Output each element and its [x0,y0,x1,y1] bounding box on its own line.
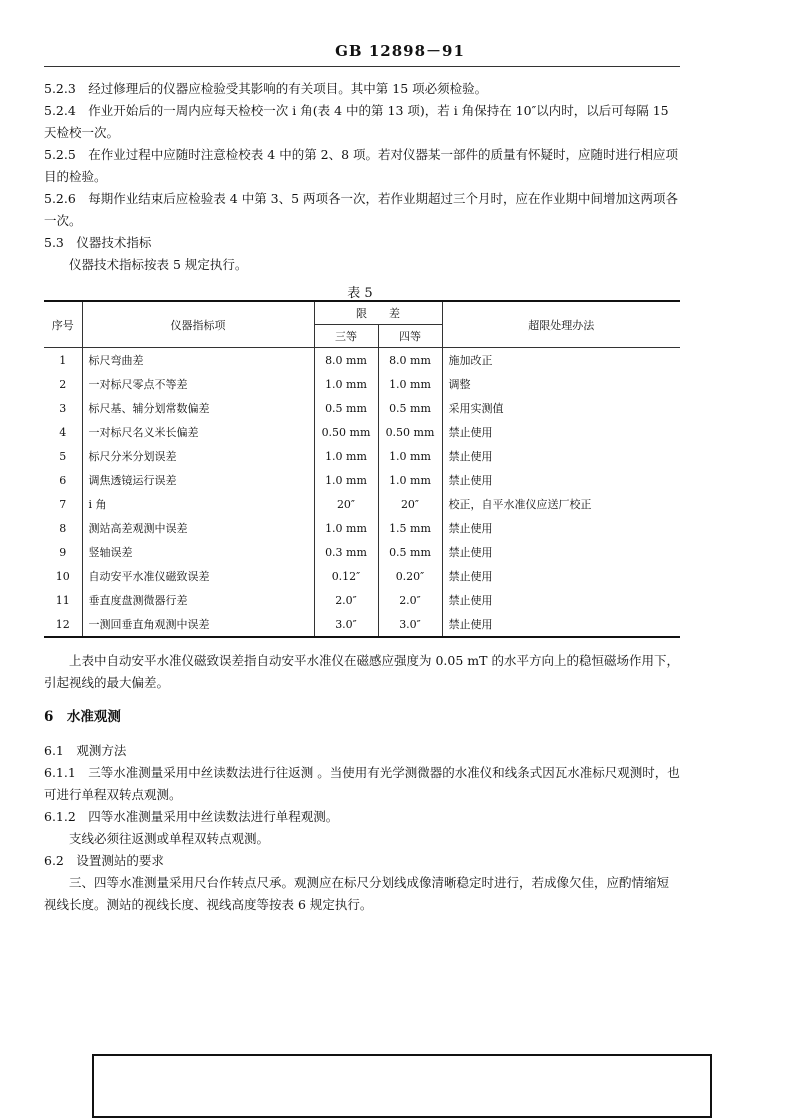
cell-no: 2 [59,377,67,391]
next-table-frame [92,1054,712,1118]
cell-third: 0.5 mm [314,396,378,420]
para-6-1-2: 6.1.2 四等水准测量采用中丝读数法进行单程观测。 [44,809,339,824]
header-item: 仪器指标项 [82,301,314,348]
cell-action: 禁止使用 [442,540,680,564]
cell-no: 1 [59,353,67,367]
standard-code-header: GB 12898－91 [335,42,465,60]
cell-fourth: 1.0 mm [378,468,442,492]
table-row [44,612,680,637]
table-row [44,516,680,540]
cell-no: 6 [59,473,67,487]
cell-item: 标尺分米分划误差 [82,444,314,468]
cell-third: 1.0 mm [314,372,378,396]
cell-item: 竖轴误差 [82,540,314,564]
cell-action: 禁止使用 [442,588,680,612]
cell-third: 1.0 mm [314,516,378,540]
para-6-2: 三、四等水准测量采用尺台作转点尺承。观测应在标尺分划线成像清晰稳定时进行，若成像欠佳，应酌情缩短视线长度。测站的视线长度、视线高度等按表 6 规定执行。 [44,875,670,912]
cell-third: 3.0″ [314,612,378,637]
cell-item: i 角 [82,492,314,516]
cell-fourth: 0.20″ [378,564,442,588]
table-note: 上表中自动安平水准仪磁致误差指自动安平水准仪在磁感应强度为 0.05 mT 的水平方向上的稳恒磁场作用下，引起视线的最大偏差。 [44,653,679,690]
cell-third: 2.0″ [314,588,378,612]
cell-fourth: 1.5 mm [378,516,442,540]
cell-item: 测站高差观测中误差 [82,516,314,540]
cell-item: 标尺弯曲差 [82,348,314,373]
cell-fourth: 2.0″ [378,588,442,612]
cell-no: 4 [59,425,67,439]
cell-no: 8 [59,521,67,535]
cell-item: 一对标尺名义米长偏差 [82,420,314,444]
cell-fourth: 3.0″ [378,612,442,637]
cell-action: 禁止使用 [442,420,680,444]
para-5-2-6: 5.2.6 每期作业结束后应检验表 4 中第 3、5 两项各一次，若作业期超过三个月时，应在作业期中间增加这两项各一次。 [44,191,679,228]
para-5-2-5: 5.2.5 在作业过程中应随时注意检校表 4 中的第 2、8 项。若对仪器某一部件的质量有怀疑时，应随时进行相应项目的检验。 [44,147,679,184]
header-action: 超限处理办法 [442,301,680,348]
cell-item: 标尺基、辅分划常数偏差 [82,396,314,420]
header-limit: 限 差 [314,301,442,325]
cell-item: 自动安平水准仪磁致误差 [82,564,314,588]
para-6-1-2-branch: 支线必须往返测或单程双转点观测。 [44,831,270,846]
cell-action: 禁止使用 [442,444,680,468]
cell-no: 10 [55,569,70,583]
cell-third: 1.0 mm [314,468,378,492]
header-no: 序号 [44,301,82,348]
cell-third: 8.0 mm [314,348,378,373]
para-5-2-3: 5.2.3 经过修理后的仪器应检验受其影响的有关项目。其中第 15 项必须检验。 [44,81,488,96]
cell-action: 调整 [442,372,680,396]
cell-fourth: 0.5 mm [378,540,442,564]
table-row [44,588,680,612]
cell-third: 0.3 mm [314,540,378,564]
table-row [44,492,680,516]
cell-action: 禁止使用 [442,612,680,637]
cell-no: 7 [59,497,67,511]
table-row [44,564,680,588]
para-5-3: 仪器技术指标按表 5 规定执行。 [44,257,248,272]
cell-action: 禁止使用 [442,516,680,540]
section-5-3-heading: 5.3 仪器技术指标 [44,235,152,250]
cell-action: 采用实测值 [442,396,680,420]
cell-no: 3 [59,401,67,415]
cell-action: 禁止使用 [442,564,680,588]
header-third-grade: 三等 [314,325,378,348]
cell-action: 禁止使用 [442,468,680,492]
cell-item: 垂直度盘测微器行差 [82,588,314,612]
cell-third: 0.50 mm [314,420,378,444]
cell-no: 5 [59,449,67,463]
instrument-spec-table [44,300,680,638]
cell-fourth: 0.50 mm [378,420,442,444]
table-row [44,540,680,564]
section-6-2-heading: 6.2 设置测站的要求 [44,853,164,868]
header-fourth-grade: 四等 [378,325,442,348]
table-row [44,420,680,444]
para-5-2-4: 5.2.4 作业开始后的一周内应每天检校一次 i 角(表 4 中的第 13 项)，若 i 角保持在 10″以内时，以后可每隔 15 天检校一次。 [44,103,673,140]
cell-fourth: 0.5 mm [378,396,442,420]
cell-item: 调焦透镜运行误差 [82,468,314,492]
table-row [44,372,680,396]
table-row [44,396,680,420]
para-6-1-1: 6.1.1 三等水准测量采用中丝读数法进行往返测 。当使用有光学测微器的水准仪和线条式因瓦水准标尺观测时，也可进行单程双转点观测。 [44,765,680,802]
cell-fourth: 1.0 mm [378,444,442,468]
cell-third: 20″ [314,492,378,516]
cell-fourth: 1.0 mm [378,372,442,396]
table-caption: 表 5 [347,286,373,301]
cell-item: 一对标尺零点不等差 [82,372,314,396]
cell-third: 1.0 mm [314,444,378,468]
cell-no: 9 [59,545,67,559]
cell-no: 12 [44,612,82,637]
cell-no: 11 [55,593,70,607]
cell-action: 施加改正 [442,348,680,373]
table-row [44,444,680,468]
table-row [44,348,680,373]
cell-action: 校正，自平水准仪应送厂校正 [442,492,680,516]
cell-third: 0.12″ [314,564,378,588]
table-row [44,468,680,492]
cell-fourth: 8.0 mm [378,348,442,373]
header-rule [44,66,680,67]
section-6-1-heading: 6.1 观测方法 [44,743,127,758]
cell-item: 一测回垂直角观测中误差 [82,612,314,637]
cell-fourth: 20″ [378,492,442,516]
section-6-heading: 6 水准观测 [44,709,121,725]
